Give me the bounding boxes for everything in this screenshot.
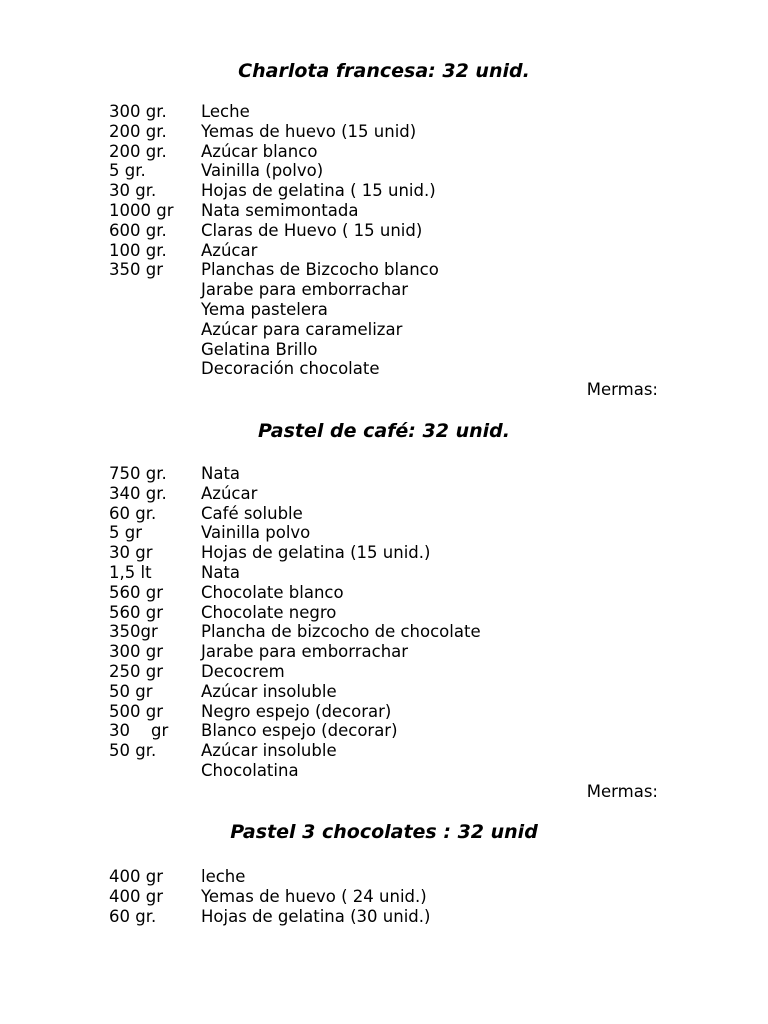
ingredient-name: Plancha de bizcocho de chocolate [201,622,481,642]
ingredient-quantity: 50 gr. [109,741,157,761]
ingredient-quantity: 60 gr. [109,906,157,926]
ingredient-name: Azúcar para caramelizar [201,319,403,339]
ingredient-quantity: 5 gr. [109,161,146,181]
ingredient-name: Azúcar [201,483,258,503]
ingredient-name: Café soluble [201,503,303,523]
ingredient-name: Hojas de gelatina ( 15 unid.) [201,181,436,201]
recipe-title: Pastel de café: 32 unid. [258,420,510,442]
ingredient-quantity: 200 gr. [109,121,167,141]
ingredient-quantity: 60 gr. [109,503,157,523]
ingredient-name: Decoración chocolate [201,359,380,379]
ingredient-name: Yema pastelera [201,299,328,319]
ingredient-quantity: 30 gr [109,721,169,741]
ingredient-name: Jarabe para emborrachar [201,280,409,300]
ingredient-quantity: 300 gr. [109,102,167,121]
ingredient-name: Hojas de gelatina (30 unid.) [201,906,431,926]
ingredient-name: Yemas de huevo ( 24 unid.) [201,886,427,906]
ingredient-quantity: 1,5 lt [109,562,152,582]
ingredient-name: Vainilla polvo [201,523,311,543]
ingredient-name: leche [201,867,246,886]
ingredient-name: Claras de Huevo ( 15 unid) [201,220,423,240]
ingredient-name: Jarabe para emborrachar [201,642,409,662]
ingredient-name: Chocolatina [201,760,299,780]
ingredient-quantity: 200 gr. [109,141,167,161]
ingredient-quantity: 560 gr [109,602,163,622]
ingredient-name: Azúcar [201,240,258,260]
ingredient-quantity: 1000 gr [109,200,174,220]
mermas-label: Mermas: [586,380,658,399]
ingredient-quantity: 400 gr [109,886,163,906]
ingredient-name: Vainilla (polvo) [201,161,324,181]
ingredient-quantity: 100 gr. [109,240,167,260]
ingredient-quantity: 400 gr [109,867,163,886]
ingredient-name: Nata [201,562,241,582]
ingredient-name: Azúcar insoluble [201,681,337,701]
ingredient-name: Leche [201,102,250,121]
ingredient-quantity: 350 gr [109,260,163,280]
ingredient-quantity: 500 gr [109,701,163,721]
ingredient-quantity: 750 gr. [109,464,167,483]
recipe-title: Charlota francesa: 32 unid. [238,60,530,82]
ingredient-quantity: 560 gr [109,582,163,602]
ingredient-name: Nata semimontada [201,200,359,220]
ingredient-name: Hojas de gelatina (15 unid.) [201,543,431,563]
ingredient-quantity: 340 gr. [109,483,167,503]
ingredient-name: Yemas de huevo (15 unid) [201,121,417,141]
ingredient-name: Chocolate negro [201,602,337,622]
recipe-title: Pastel 3 chocolates : 32 unid [230,821,538,843]
ingredient-quantity: 250 gr [109,661,163,681]
ingredient-quantity: 30 gr. [109,181,157,201]
ingredient-quantity: 30 gr [109,543,153,563]
ingredient-name: Planchas de Bizcocho blanco [201,260,439,280]
ingredient-name: Decocrem [201,661,285,681]
ingredient-quantity: 350gr [109,622,158,642]
ingredient-name: Blanco espejo (decorar) [201,721,398,741]
ingredient-quantity: 50 gr [109,681,153,701]
ingredient-quantity: 600 gr. [109,220,167,240]
ingredient-name: Chocolate blanco [201,582,344,602]
ingredient-name: Gelatina Brillo [201,339,318,359]
ingredient-name: Negro espejo (decorar) [201,701,392,721]
ingredient-quantity: 5 gr [109,523,142,543]
ingredient-quantity: 300 gr [109,642,163,662]
ingredient-name: Azúcar blanco [201,141,318,161]
ingredient-name: Nata [201,464,241,483]
ingredient-name: Azúcar insoluble [201,741,337,761]
mermas-label: Mermas: [586,782,658,801]
